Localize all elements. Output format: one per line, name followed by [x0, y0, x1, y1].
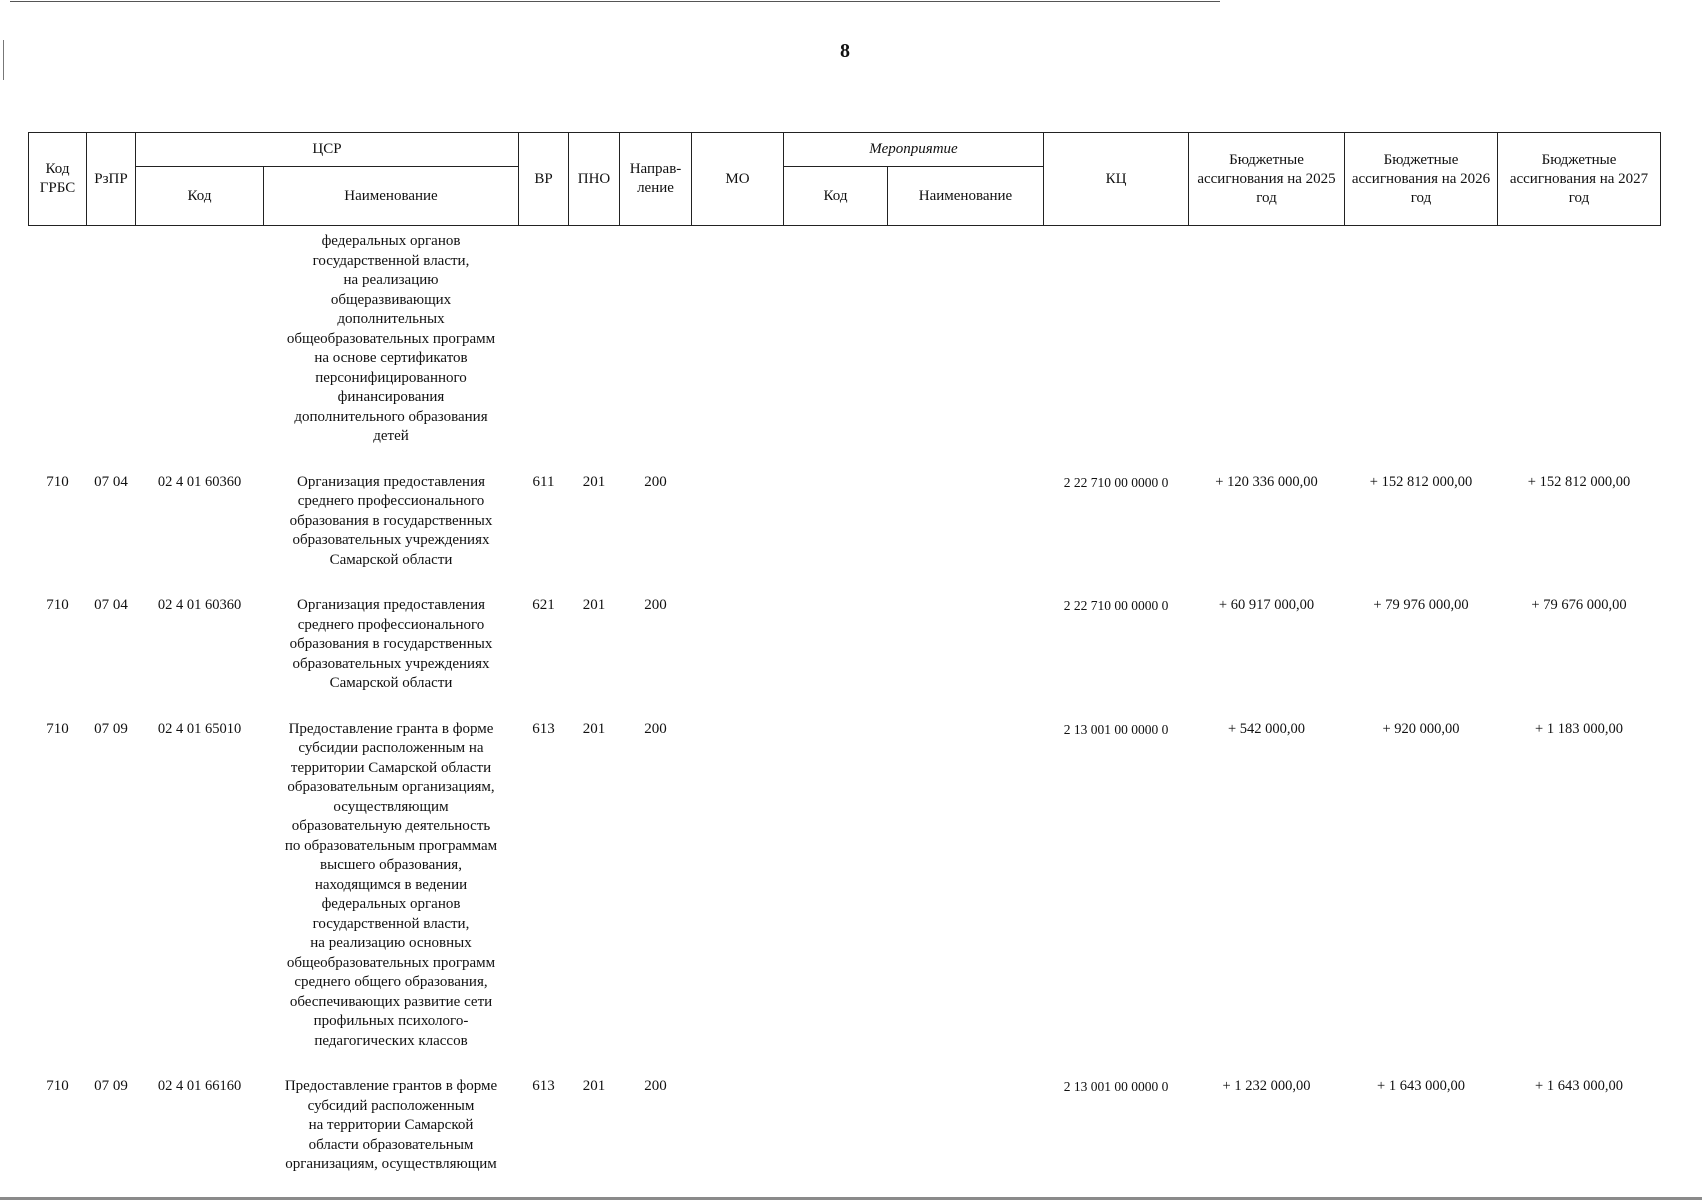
cell-kc: 2 22 710 00 0000 0: [1063, 474, 1169, 490]
name-line: дополнительных: [337, 311, 445, 327]
cell-budget-2026: [1345, 226, 1498, 459]
table-row: [29, 706, 1661, 1064]
header-pno: ПНО: [569, 133, 620, 226]
cell-budget-2025: [1189, 226, 1345, 459]
cell-rzpr: 07 04: [94, 597, 128, 613]
name-line: территории Самарской области: [290, 759, 492, 776]
cell-meropriyatie-name: [888, 582, 1044, 706]
header-kc: КЦ: [1044, 133, 1189, 226]
cell-vr: 611: [532, 473, 555, 490]
name-line: федеральных органов: [321, 233, 461, 249]
cell-meropriyatie-kod: [784, 582, 888, 706]
name-line: Самарской области: [329, 675, 453, 691]
cell-meropriyatie-kod: [784, 706, 888, 1064]
name-line: обеспечивающих развитие сети: [289, 993, 493, 1010]
cell-pno: 201: [582, 1078, 606, 1094]
header-meropriyatie: Мероприятие: [784, 133, 1044, 167]
name-line: Организация предоставления: [296, 597, 485, 613]
name-line: на реализацию основных: [310, 935, 472, 951]
name-line: образовательных учреждениях: [292, 655, 490, 672]
name-line: образовательную деятельность: [291, 818, 491, 834]
cell-napravlenie: 200: [644, 1078, 667, 1094]
name-line: образовательных учреждениях: [292, 532, 490, 548]
name-line: детей: [373, 428, 409, 444]
name-line: субсидии расположенным на: [298, 740, 484, 756]
cell-pno: 201: [582, 473, 606, 490]
cell-meropriyatie-kod: [784, 226, 888, 459]
name-line: среднего профессионального: [297, 616, 485, 633]
cell-budget-2025: + 120 336 000,00: [1215, 473, 1318, 490]
cell-napravlenie: 200: [644, 473, 667, 490]
table-row: [29, 459, 1661, 583]
name-line: Организация предоставления: [296, 473, 485, 490]
header-mo: МО: [692, 133, 784, 226]
header-meropriyatie-kod: Код: [784, 167, 888, 226]
cell-pno: 201: [582, 597, 606, 613]
name-line: государственной власти,: [312, 915, 470, 932]
header-budget-2027: Бюджетные ассигнования на 2027 год: [1498, 133, 1661, 226]
cell-name: [264, 706, 519, 1064]
header-rzpr: РзПР: [87, 133, 136, 226]
cell-vr: 613: [532, 1078, 555, 1094]
cell-mo: [692, 226, 784, 459]
header-napravlenie: Направ-ление: [620, 133, 692, 226]
cell-napravlenie: [620, 226, 692, 459]
name-line: высшего образования,: [320, 857, 462, 873]
cell-budget-2027: [1498, 226, 1661, 459]
cell-rzpr: [87, 226, 136, 459]
name-line: финансирования: [337, 389, 445, 405]
cell-budget-2027: + 79 676 000,00: [1531, 597, 1627, 613]
table-row: [29, 226, 1661, 459]
cell-napravlenie: 200: [644, 720, 667, 737]
cell-rzpr: 07 09: [94, 1078, 128, 1094]
table-body: [29, 226, 1661, 1187]
cell-kc: 2 13 001 00 0000 0: [1063, 721, 1169, 737]
header-kod-grbs: Код ГРБС: [29, 133, 87, 226]
cell-budget-2026: + 152 812 000,00: [1369, 473, 1473, 490]
cell-mo: [692, 706, 784, 1064]
name-line: субсидий расположенным: [307, 1097, 475, 1114]
table-header: [29, 133, 1661, 226]
cell-napravlenie: 200: [644, 597, 667, 613]
cell-meropriyatie-name: [888, 706, 1044, 1064]
scan-edge-top: [10, 1, 1220, 2]
cell-csr-kod: [136, 226, 264, 459]
cell-meropriyatie-kod: [784, 1063, 888, 1187]
cell-budget-2026: + 920 000,00: [1382, 720, 1460, 737]
header-csr-name: Наименование: [264, 167, 519, 226]
cell-vr: 621: [532, 597, 555, 613]
name-line: осуществляющим: [333, 798, 449, 815]
table-row: [29, 1063, 1661, 1187]
cell-csr-kod: 02 4 01 66160: [157, 1078, 242, 1094]
cell-grbs: 710: [46, 597, 69, 613]
name-line: на основе сертификатов: [314, 350, 468, 366]
cell-budget-2025: + 60 917 000,00: [1218, 597, 1315, 613]
header-vr: ВР: [519, 133, 569, 226]
header-budget-2025: Бюджетные ассигнования на 2025 год: [1189, 133, 1345, 226]
name-line: Предоставление гранта в форме: [288, 720, 494, 737]
cell-kc: 2 13 001 00 0000 0: [1063, 1079, 1169, 1094]
budget-table: [28, 132, 1661, 1187]
name-line: Самарской области: [329, 551, 453, 568]
cell-meropriyatie-name: [888, 226, 1044, 459]
cell-name: [264, 459, 519, 583]
cell-kc: [1044, 226, 1189, 459]
name-line: общеразвивающих: [330, 291, 452, 308]
header-budget-2026: Бюджетные ассигнования на 2026 год: [1345, 133, 1498, 226]
cell-grbs: 710: [46, 473, 69, 490]
cell-name: [264, 1063, 519, 1187]
cell-csr-kod: 02 4 01 60360: [157, 473, 242, 490]
name-line: Предоставление грантов в форме: [284, 1078, 498, 1094]
name-line: на территории Самарской: [308, 1117, 474, 1133]
cell-name: [264, 226, 519, 459]
cell-grbs: 710: [46, 1078, 69, 1094]
cell-meropriyatie-kod: [784, 459, 888, 583]
cell-meropriyatie-name: [888, 459, 1044, 583]
cell-vr: [519, 226, 569, 459]
cell-rzpr: 07 09: [94, 720, 128, 737]
cell-budget-2025: + 542 000,00: [1227, 720, 1306, 737]
cell-mo: [692, 459, 784, 583]
name-line: образовательным организациям,: [287, 779, 495, 795]
cell-csr-kod: 02 4 01 65010: [157, 720, 242, 737]
name-line: государственной власти,: [312, 252, 470, 269]
cell-csr-kod: 02 4 01 60360: [157, 597, 242, 613]
name-line: федеральных органов: [321, 896, 461, 912]
cell-pno: 201: [582, 720, 606, 737]
name-line: персонифицированного: [315, 369, 467, 386]
cell-grbs: 710: [46, 720, 69, 737]
cell-mo: [692, 582, 784, 706]
name-line: среднего профессионального: [297, 493, 485, 509]
header-csr: ЦСР: [136, 133, 519, 167]
name-line: на реализацию: [343, 272, 439, 288]
name-line: дополнительного образования: [294, 408, 488, 425]
cell-name: [264, 582, 519, 706]
header-csr-kod: Код: [136, 167, 264, 226]
cell-budget-2025: + 1 232 000,00: [1222, 1078, 1311, 1094]
cell-rzpr: 07 04: [94, 473, 128, 490]
name-line: организациям, осуществляющим: [285, 1156, 497, 1172]
cell-grbs: [29, 226, 87, 459]
cell-budget-2027: + 1 183 000,00: [1535, 720, 1623, 737]
cell-kc: 2 22 710 00 0000 0: [1063, 598, 1169, 613]
name-line: образования в государственных: [289, 636, 493, 652]
name-line: педагогических классов: [314, 1032, 468, 1049]
name-line: общеобразовательных программ: [286, 330, 496, 347]
cell-pno: [569, 226, 620, 459]
name-line: по образовательным программам: [284, 837, 498, 854]
cell-budget-2026: + 1 643 000,00: [1377, 1078, 1465, 1094]
name-line: профильных психолого-: [313, 1013, 469, 1029]
page-number: 8: [840, 40, 850, 62]
cell-budget-2027: + 1 643 000,00: [1535, 1078, 1623, 1094]
name-line: области образовательным: [308, 1136, 474, 1153]
cell-budget-2026: + 79 976 000,00: [1373, 597, 1469, 613]
name-line: находящимся в ведении: [314, 876, 468, 893]
cell-mo: [692, 1063, 784, 1187]
cell-vr: 613: [532, 720, 555, 737]
name-line: общеобразовательных программ: [286, 954, 496, 971]
header-meropriyatie-name: Наименование: [888, 167, 1044, 226]
cell-budget-2027: + 152 812 000,00: [1527, 473, 1631, 490]
cell-meropriyatie-name: [888, 1063, 1044, 1187]
table-row: [29, 582, 1661, 706]
name-line: среднего общего образования,: [294, 974, 488, 990]
name-line: образования в государственных: [289, 512, 493, 529]
